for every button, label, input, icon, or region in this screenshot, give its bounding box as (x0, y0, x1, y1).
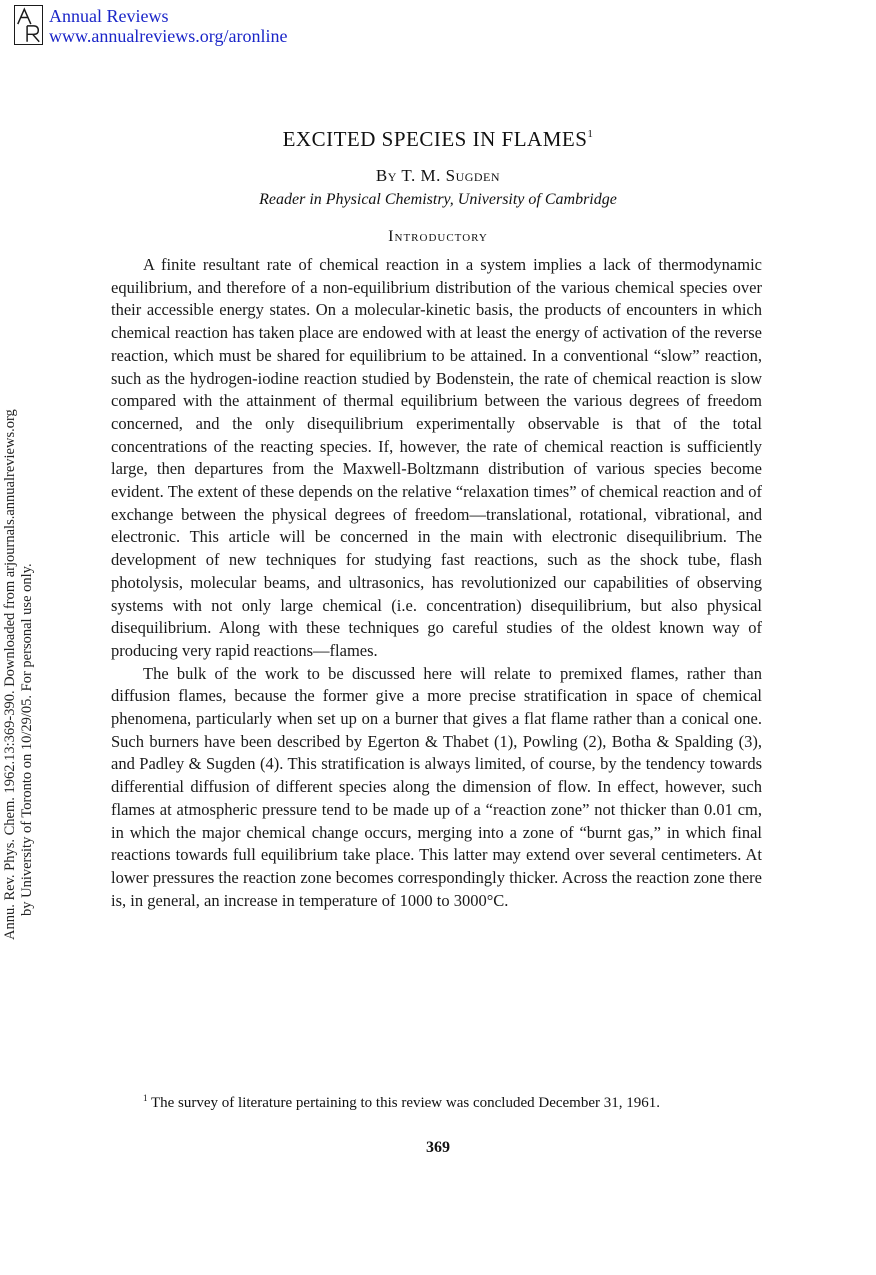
section-heading: Introductory (388, 228, 488, 245)
affiliation: Reader in Physical Chemistry, University of Cambridge (259, 191, 617, 208)
download-note-line-1: Annu. Rev. Phys. Chem. 1962.13:369-390. Downloaded from arjournals.annualreviews.org (2, 409, 18, 940)
byline: By T. M. Sugden (375, 166, 501, 185)
article-title-text: EXCITED SPECIES IN FLAMES (282, 127, 588, 151)
footnote-text: The survey of literature pertaining to this review was concluded December 31, 1961. (150, 1095, 660, 1111)
footnote (111, 1088, 762, 1113)
article-title (0, 127, 876, 152)
url-link[interactable]: www.annualreviews.org/aronline (49, 26, 288, 46)
ar-monogram-icon (15, 6, 42, 44)
page-number: 369 (426, 1139, 450, 1156)
header-links (49, 6, 287, 46)
publisher-link[interactable]: Annual Reviews (49, 6, 169, 26)
paragraph-1: A finite resultant rate of chemical reaction in a system implies a lack of thermodynamic equilibrium, and therefore of a non-equilibrium distribution of the various chemical species over their accessible energy states. On a molecular-kinetic basis, the products of encounters in which chemical reaction has taken place are endowed with at least the energy of activation of the reverse reaction, which must be shared for equilibrium to be attained. In a conventional “slow” reaction, such as the hydrogen-iodine reaction studied by Bodenstein, the rate of chemical reaction is slow compared with the attainment of thermal equilibrium between the various degrees of freedom concerned, and the only disequilibrium experimentally observable is that of the total concentrations of the reacting species. If, however, the rate of chemical reaction is sufficiently large, then departures from the Maxwell-Boltzmann distribution of various species become evident. The extent of these depends on the relative “relaxation times” of chemical reaction and of exchange between the physical degrees of freedom—translational, rotational, vibrational, and electronic. This article will be concerned in the main with electronic disequilibrium. The development of new techniques for studying fast reactions, such as the shock tube, flash photolysis, molecular beams, and ultrasonics, has revolutionized our capabilities of observing systems with not only large chemical (i.e. concentration) disequilibrium, but also physical disequilibrium. Along with these techniques go careful studies of the oldest known way of producing very rapid reactions—flames. (111, 255, 762, 660)
footnote-mark: 1 (143, 1093, 148, 1103)
annual-reviews-logo-icon (14, 5, 43, 45)
download-note-line-2: by University of Toronto on 10/29/05. For personal use only. (19, 563, 35, 916)
paragraph-2: The bulk of the work to be discussed here will relate to premixed flames, rather than diffusion flames, because the former give a more precise stratification in space of chemical phenomena, particularly when set up on a burner that gives a flat flame rather than a conical one. Such burners have been described by Egerton & Thabet (1), Powling (2), Botha & Spalding (3), and Padley & Sugden (4). This stratification is always limited, of course, by the tendency towards differential diffusion of different species along the dimension of flow. In effect, however, such flames at atmospheric pressure tend to be made up of a “reaction zone” not thicker than 0.01 cm, in which the major chemical change occurs, merging into a zone of “burnt gas,” in which final reactions towards full equilibrium take place. This latter may extend over several centimeters. At lower pressures the reaction zone becomes correspondingly thicker. Across the reaction zone there is, in general, an increase in temperature of 1000 to 3000°C. (111, 663, 762, 910)
article-body (111, 254, 762, 912)
title-footnote-mark: 1 (587, 128, 594, 140)
